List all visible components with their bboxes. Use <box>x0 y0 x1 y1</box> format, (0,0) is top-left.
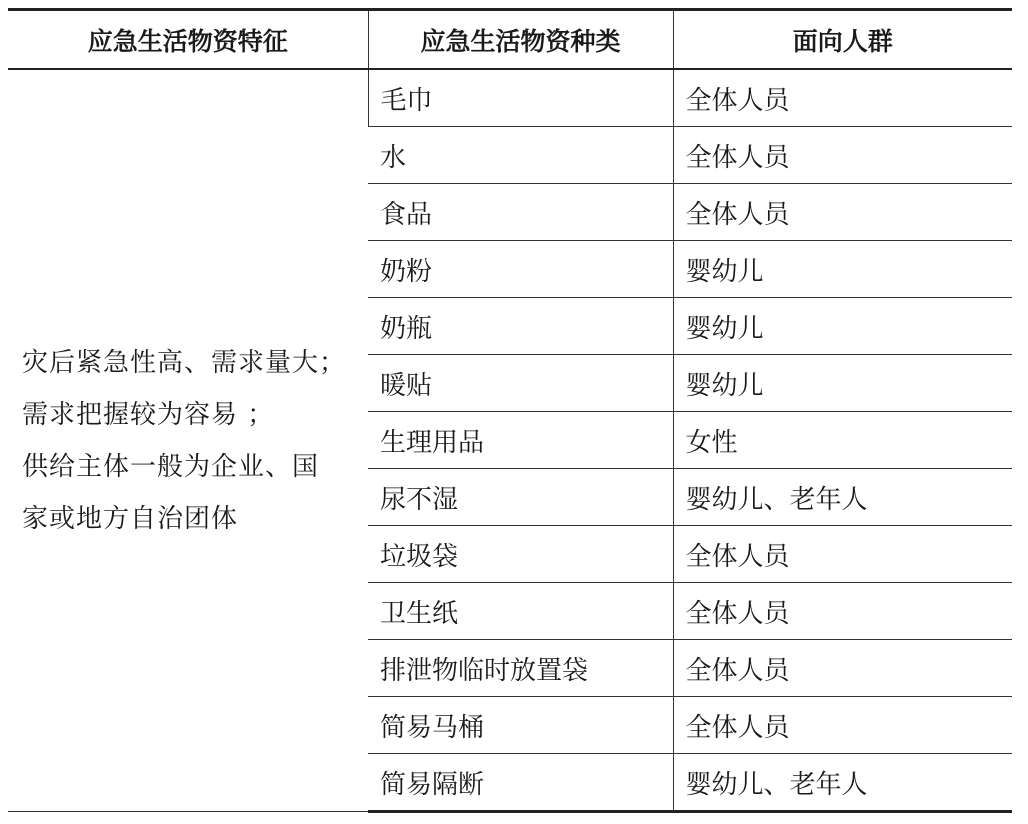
item-cell: 垃圾袋 <box>368 526 673 583</box>
item-cell: 奶粉 <box>368 241 673 298</box>
group-cell: 全体人员 <box>673 697 1012 754</box>
item-cell: 生理用品 <box>368 412 673 469</box>
group-cell: 婴幼儿 <box>673 355 1012 412</box>
group-cell: 全体人员 <box>673 127 1012 184</box>
feature-line: 需求把握较为容易 ； <box>22 399 275 430</box>
group-cell: 全体人员 <box>673 583 1012 640</box>
group-cell: 女性 <box>673 412 1012 469</box>
item-cell: 食品 <box>368 184 673 241</box>
group-cell: 全体人员 <box>673 69 1012 127</box>
feature-cell <box>8 69 368 812</box>
group-cell: 全体人员 <box>673 640 1012 697</box>
group-cell: 婴幼儿、老年人 <box>673 754 1012 812</box>
item-cell: 暖贴 <box>368 355 673 412</box>
group-cell: 全体人员 <box>673 184 1012 241</box>
header-category: 应急生活物资种类 <box>368 10 673 70</box>
item-cell: 排泄物临时放置袋 <box>368 640 673 697</box>
table-body <box>8 69 1012 812</box>
item-cell: 简易隔断 <box>368 754 673 812</box>
table-row <box>8 69 1012 127</box>
header-target-group: 面向人群 <box>673 10 1012 70</box>
item-cell: 卫生纸 <box>368 583 673 640</box>
group-cell: 全体人员 <box>673 526 1012 583</box>
item-cell: 简易马桶 <box>368 697 673 754</box>
group-cell: 婴幼儿 <box>673 241 1012 298</box>
item-cell: 毛巾 <box>368 69 673 127</box>
item-cell: 水 <box>368 127 673 184</box>
item-cell: 尿不湿 <box>368 469 673 526</box>
feature-line: 家或地方自治团体 <box>22 503 239 534</box>
group-cell: 婴幼儿、老年人 <box>673 469 1012 526</box>
header-row <box>8 10 1012 70</box>
feature-line: 供给主体一般为企业、国 <box>22 451 320 482</box>
item-cell: 奶瓶 <box>368 298 673 355</box>
feature-line: 灾后紧急性高、需求量大； <box>22 347 347 378</box>
group-cell: 婴幼儿 <box>673 298 1012 355</box>
supplies-table <box>8 8 1012 813</box>
header-feature: 应急生活物资特征 <box>8 10 368 70</box>
